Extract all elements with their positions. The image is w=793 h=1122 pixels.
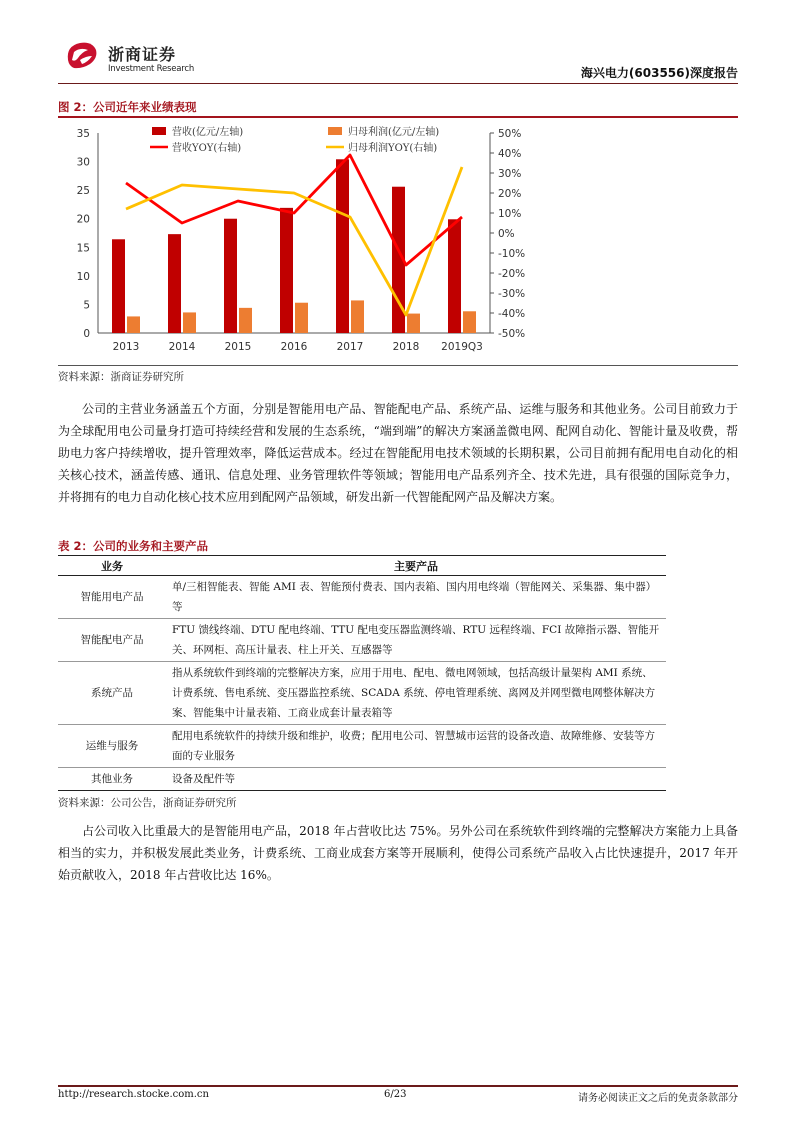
left-axis-tick-label: 35 (76, 128, 90, 140)
table-row (58, 662, 666, 725)
table-cell-business: 系统产品 (58, 662, 166, 725)
x-axis-tick-label: 2014 (168, 341, 196, 353)
profit-bar (127, 316, 140, 333)
table-cell-products: 指从系统软件到终端的完整解决方案，应用于用电、配电、微电网领域，包括高级计量架构 AMI 系统、计费系统、售电系统、变压器监控系统、SCADA 系统、停电管理系统、离网及并网型微电网整体解决方案、智能集中计量表箱、工商业成套计量表箱等 (166, 662, 666, 725)
right-axis-tick-label: 20% (498, 188, 522, 200)
table-cell-business: 其他业务 (58, 768, 166, 791)
table-cell-business: 智能用电产品 (58, 576, 166, 619)
revenue-bar (280, 208, 293, 333)
right-axis-tick-label: 10% (498, 208, 522, 220)
legend-label: 营收YOY(右轴) (172, 143, 242, 154)
right-axis-tick-label: -50% (498, 328, 526, 340)
profit-bar (463, 311, 476, 333)
revenue-bar (112, 239, 125, 333)
right-axis-tick-label: -40% (498, 308, 526, 320)
table-cell-business: 运维与服务 (58, 725, 166, 768)
x-axis-tick-label: 2016 (280, 341, 308, 353)
left-axis-tick-label: 25 (76, 185, 90, 198)
table-cell-products: 单/三相智能表、智能 AMI 表、智能预付费表、国内表箱、国内用电终端（智能网关、采集器、集中器）等 (166, 576, 666, 619)
profit-bar (183, 312, 196, 333)
right-axis-tick-label: 0% (498, 228, 515, 240)
x-axis-tick-label: 2018 (392, 341, 420, 353)
table-header-business: 业务 (58, 556, 166, 576)
table-cell-products: 配用电系统软件的持续升级和维护，收费；配用电公司、智慧城市运营的设备改造、故障维修、安装等方面的专业服务 (166, 725, 666, 768)
table-source: 资料来源：公司公告，浙商证券研究所 (58, 797, 237, 809)
table-header-products: 主要产品 (166, 556, 666, 576)
revenue-share-paragraph: 占公司收入比重最大的是智能用电产品，2018 年占营收比达 75%。另外公司在系统软件到终端的完整解决方案能力上具备相当的实力，并积极发展此类业务，计费系统、工商业成套方案等开展顺利，使得公司系统产品收入占比快速提升，2017 年开始贡献收入，2018 年占营收比达 16%。 (58, 824, 738, 882)
revenue-bar (448, 219, 461, 333)
footer-disclaimer: 请务必阅读正文之后的免责条款部分 (578, 1093, 738, 1104)
table-row (58, 768, 666, 791)
x-axis-tick-label: 2015 (224, 341, 252, 353)
logo-english-name: Investment Research (108, 64, 195, 74)
legend-swatch (328, 127, 342, 135)
report-title: 海兴电力(603556)深度报告 (580, 66, 738, 80)
page-header (58, 34, 738, 84)
legend-swatch (152, 127, 166, 135)
table-row (58, 576, 666, 619)
table-header-row (58, 556, 666, 576)
footer-url[interactable]: http://research.stocke.com.cn (58, 1089, 209, 1100)
business-table (58, 555, 666, 791)
x-axis-tick-label: 2019Q3 (441, 341, 483, 353)
figure-source-rule (58, 365, 738, 366)
business-overview-paragraph: 公司的主营业务涵盖五个方面，分别是智能用电产品、智能配电产品、系统产品、运维与服务和其他业务。公司目前致力于为全球配用电公司量身打造可持续经营和发展的生态系统，“端到端”的解决方案涵盖微电网、配网自动化、智能计量及收费，帮助电力客户持续增收，提升管理效率，降低运营成本。经过在智能配用电技术领域的长期积累，公司目前拥有配用电自动化的相关核心技术，涵盖传感、通讯、信息处理、业务管理软件等领域；智能用电产品系列齐全、技术先进，具有很强的国际竞争力，并将拥有的电力自动化核心技术应用到配网产品领域，研发出新一代智能配网产品及解决方案。 (58, 402, 738, 504)
right-axis-tick-label: -10% (498, 248, 526, 260)
profit-bar (407, 314, 420, 333)
left-axis-tick-label: 0 (83, 328, 90, 340)
company-logo-icon (62, 38, 102, 74)
left-axis-tick-label: 20 (76, 213, 90, 226)
left-axis-tick-label: 10 (76, 270, 90, 283)
performance-chart (58, 118, 738, 364)
footer-rule (58, 1085, 738, 1087)
table-cell-products: FTU 馈线终端、DTU 配电终端、TTU 配电变压器监测终端、RTU 远程终端、FCI 故障指示器、智能开关、环网柜、高压计量表、柱上开关、互感器等 (166, 619, 666, 662)
right-axis-tick-label: -20% (498, 268, 526, 280)
right-axis-tick-label: 50% (498, 128, 522, 140)
x-axis-tick-label: 2017 (336, 341, 364, 353)
revenue-bar (168, 234, 181, 333)
left-axis-tick-label: 15 (76, 242, 90, 255)
legend-label: 归母利润YOY(右轴) (348, 143, 438, 154)
profit-bar (295, 303, 308, 333)
page-number: 6/23 (384, 1089, 407, 1100)
figure-source: 资料来源：浙商证券研究所 (58, 371, 184, 383)
profit-bar (239, 308, 252, 333)
x-axis-tick-label: 2013 (112, 341, 140, 353)
table-cell-business: 智能配电产品 (58, 619, 166, 662)
revenue-bar (336, 159, 349, 333)
right-axis-tick-label: -30% (498, 288, 526, 300)
left-axis-tick-label: 30 (76, 156, 90, 169)
right-axis-tick-label: 30% (498, 168, 522, 180)
table-row (58, 619, 666, 662)
table-cell-products: 设备及配件等 (166, 768, 666, 791)
revenue-bar (224, 219, 237, 333)
left-axis-tick-label: 5 (83, 299, 90, 312)
table-row (58, 725, 666, 768)
logo-chinese-name: 浙商证券 (108, 45, 177, 64)
profit-bar (351, 300, 364, 333)
legend-label: 营收(亿元/左轴) (172, 127, 244, 138)
right-axis-tick-label: 40% (498, 148, 522, 160)
figure-title: 图 2：公司近年来业绩表现 (58, 100, 197, 114)
table-title: 表 2：公司的业务和主要产品 (58, 539, 209, 553)
legend-label: 归母利润(亿元/左轴) (348, 127, 440, 138)
